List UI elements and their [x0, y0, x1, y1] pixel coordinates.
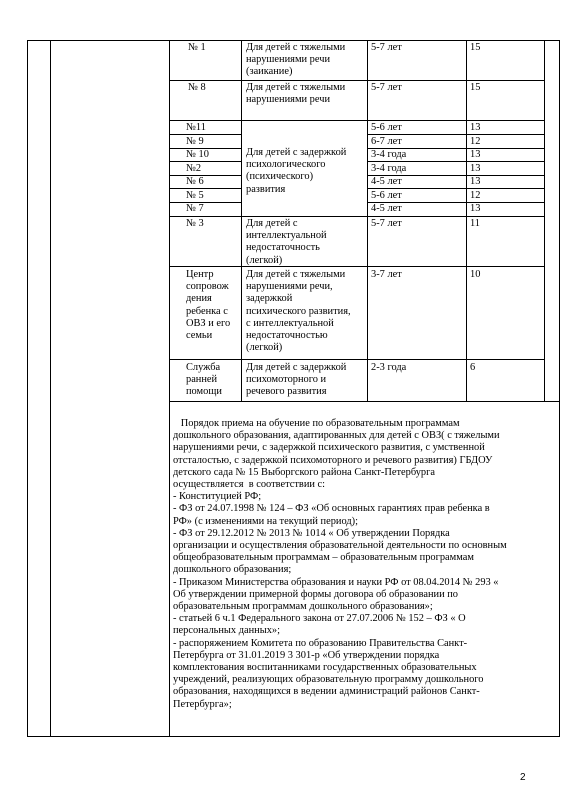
desc-line: Для детей с тяжелыми [246, 269, 346, 280]
table-border-top [27, 40, 560, 41]
count-cell: 13 [470, 122, 481, 133]
merged-desc-cell [246, 147, 346, 196]
row-divider [169, 401, 560, 402]
desc-line: Для детей с тяжелыми [246, 82, 346, 93]
table-border-left [27, 40, 28, 736]
count-cell: 13 [470, 203, 481, 214]
desc-line: интеллектуальной [246, 230, 327, 242]
age-cell: 5-7 лет [371, 82, 402, 93]
table-border-right [559, 40, 560, 736]
count-cell: 13 [470, 176, 481, 187]
group-cell: № 8 [188, 82, 206, 93]
group-cell [186, 269, 230, 342]
desc-line: Для детей с задержкой [246, 362, 347, 373]
row-divider [169, 359, 545, 360]
group-cell: № 9 [186, 136, 204, 147]
age-cell: 6-7 лет [371, 136, 402, 147]
paragraph-line: - распоряжением Комитета по образованию Правительства Санкт- [173, 637, 468, 649]
desc-line: (легкой) [246, 254, 283, 266]
desc-line: нарушениями речи [246, 94, 331, 106]
paragraph-line: - Конституцией РФ; [173, 491, 262, 503]
age-cell: 3-4 года [371, 163, 407, 174]
paragraph-line: - Приказом Министерства образования и науки РФ от 08.04.2014 № 293 « [173, 576, 499, 588]
age-cell: 3-4 года [371, 149, 407, 160]
paragraph-line: общеобразовательным программам – образовательным программам [173, 552, 474, 564]
paragraph-line: осуществляется в соответствии с: [173, 479, 326, 491]
age-cell: 5-6 лет [371, 190, 402, 201]
paragraph-line: комплектования воспитанниками государственных образовательных [173, 662, 477, 674]
desc-line: нарушениями речи [246, 54, 331, 66]
group-cell: № 5 [186, 190, 204, 201]
table-border-desc-col [367, 40, 368, 401]
desc-cell [246, 218, 327, 267]
count-cell: 15 [470, 42, 481, 53]
paragraph-line: Петербурга от 31.01.2019 3 301-р «Об утверждении порядка [173, 649, 440, 661]
desc-line: нарушениями речи, [246, 281, 333, 293]
desc-cell [246, 269, 351, 354]
paragraph-line: РФ» (с изменениями на текущий период); [173, 515, 358, 527]
age-cell: 4-5 лет [371, 203, 402, 214]
row-divider [169, 175, 242, 176]
desc-line: психического развития, [246, 305, 351, 317]
count-cell: 13 [470, 163, 481, 174]
table-border-outer-col [50, 40, 51, 736]
desc-line: недостаточность [246, 242, 320, 254]
row-divider [169, 216, 545, 217]
desc-line: с интеллектуальной [246, 317, 334, 329]
table-border-count-col [544, 40, 545, 401]
row-divider [169, 80, 545, 81]
row-divider [169, 188, 242, 189]
group-cell: №11 [186, 122, 206, 133]
group-line: ранней [186, 374, 218, 386]
desc-line: Для детей с [246, 218, 298, 229]
group-cell: № 10 [186, 149, 209, 160]
paragraph-line: организации и осуществления образовательной деятельности по основным [173, 540, 507, 552]
desc-line: речевого развития [246, 386, 327, 398]
desc-cell [246, 42, 345, 79]
desc-line: задержкой [246, 293, 293, 305]
desc-cell [246, 362, 346, 399]
group-line: семьи [186, 330, 213, 342]
age-cell: 3-7 лет [371, 269, 402, 280]
count-cell: 12 [470, 190, 481, 201]
paragraph-line: дошкольного образования; [173, 564, 292, 576]
paragraph-line: отсталостью, с задержкой психомоторного и речевого развития) ГБДОУ [173, 454, 493, 466]
group-line: дения [186, 293, 212, 305]
group-line: ребенка с [186, 305, 228, 317]
desc-cell [246, 82, 345, 106]
admission-paragraph [173, 418, 538, 711]
age-cell: 5-7 лет [371, 42, 402, 53]
age-cell: 4-5 лет [371, 176, 402, 187]
paragraph-line: учреждений, реализующих образовательную программу дошкольного [173, 674, 484, 686]
desc-line: развития [246, 183, 286, 195]
group-cell: №2 [186, 163, 202, 174]
table-border-inner-left [169, 40, 170, 736]
count-cell: 15 [470, 82, 481, 93]
paragraph-line: - статьей 6 ч.1 Федерального закона от 27.07.2006 № 152 – ФЗ « О [173, 613, 466, 625]
row-divider [169, 120, 545, 121]
paragraph-line: дошкольного образования, адаптированных для детей с ОВЗ( с тяжелыми [173, 430, 500, 442]
table-border-group-col [241, 40, 242, 401]
desc-line: Для детей с задержкой [246, 147, 347, 158]
age-cell: 5-7 лет [371, 218, 402, 229]
paragraph-line: образовательным программам дошкольного образования»; [173, 601, 433, 613]
desc-line: недостаточностью [246, 330, 328, 342]
count-cell: 10 [470, 269, 481, 280]
paragraph-line: нарушениями речи, с задержкой психического развития, с умственной [173, 442, 485, 454]
age-cell: 5-6 лет [371, 122, 402, 133]
paragraph-line: Порядок приема на обучение по образовательным программам [173, 418, 460, 429]
group-cell: № 6 [186, 176, 204, 187]
age-cell: 2-3 года [371, 362, 407, 373]
desc-line: (легкой) [246, 342, 283, 354]
group-line: Центр [186, 269, 214, 280]
count-cell: 6 [470, 362, 476, 373]
table-border-bottom [27, 736, 560, 737]
page-number: 2 [520, 772, 526, 783]
group-line: сопровож [186, 281, 229, 293]
group-line: Служба [186, 362, 221, 373]
group-cell [186, 362, 222, 399]
desc-line: (заикание) [246, 66, 293, 78]
paragraph-line: - ФЗ от 24.07.1998 № 124 – ФЗ «Об основных гарантиях прав ребенка в [173, 503, 490, 515]
paragraph-line: образования, находящихся в ведении администраций районов Санкт- [173, 686, 480, 698]
row-divider [169, 266, 545, 267]
desc-line: психологического [246, 159, 326, 171]
table-border-age-col [466, 40, 467, 401]
desc-line: Для детей с тяжелыми [246, 42, 346, 53]
desc-line: (психического) [246, 171, 314, 183]
group-cell: № 7 [186, 203, 204, 214]
group-line: ОВЗ и его [186, 317, 231, 329]
count-cell: 11 [470, 218, 481, 229]
count-cell: 13 [470, 149, 481, 160]
paragraph-line: Петербурга»; [173, 698, 232, 710]
group-cell: № 3 [186, 218, 204, 229]
desc-line: психомоторного и [246, 374, 327, 386]
row-divider [169, 202, 242, 203]
group-line: помощи [186, 386, 222, 398]
count-cell: 12 [470, 136, 481, 147]
paragraph-line: Об утверждении примерной формы договора об образовании по [173, 588, 459, 600]
paragraph-line: персональных данных»; [173, 625, 280, 637]
group-cell: № 1 [188, 42, 206, 53]
paragraph-line: детского сада № 15 Выборгского района Санкт-Петербурга [173, 466, 435, 478]
paragraph-line: - ФЗ от 29.12.2012 № 2013 № 1014 « Об утверждении Порядка [173, 527, 450, 539]
